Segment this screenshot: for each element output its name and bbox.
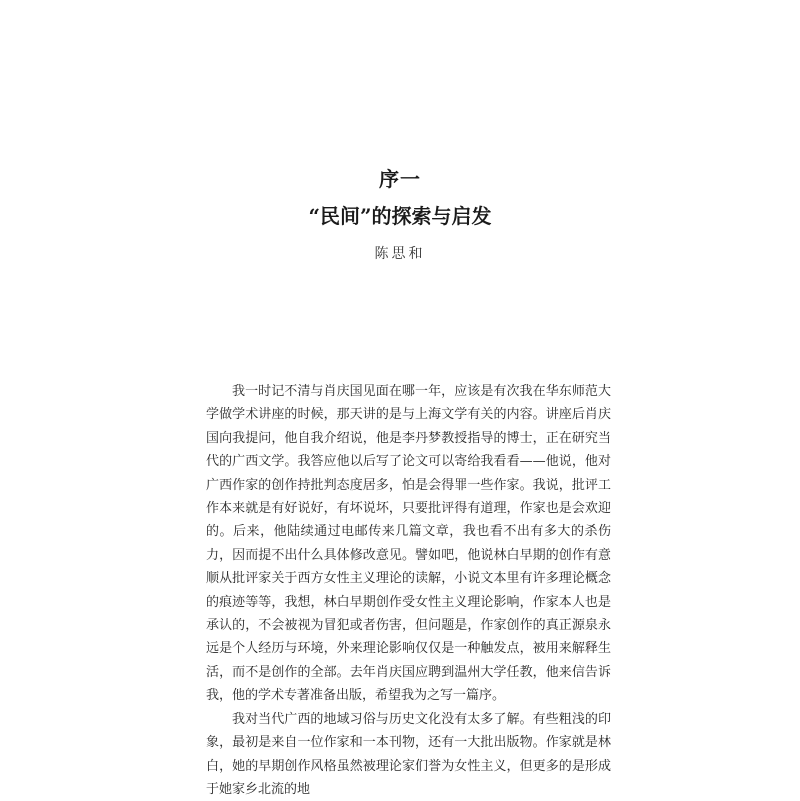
body-text bbox=[206, 380, 611, 801]
paragraph: 我一时记不清与肖庆国见面在哪一年，应该是有次我在华东师范大学做学术讲座的时候，那天讲的是与上海文学有关的内容。讲座后肖庆国向我提问，他自我介绍说，他是李丹梦教授指导的博士，正在研究当代的广西文学。我答应他以后写了论文可以寄给我看看——他说，他对广西作家的创作持批判态度居多，怕是会得罪一些作家。我说，批评工作本来就是有好说好，有坏说坏，只要批评得有道理，作家也是会欢迎的。后来，他陆续通过电邮传来几篇文章，我也看不出有多大的杀伤力，因而提不出什么具体修改意见。譬如吧，他说林白早期的创作有意顺从批评家关于西方女性主义理论的读解，小说文本里有许多理论概念的痕迹等等，我想，林白早期创作受女性主义理论影响，作家本人也是承认的，不会被视为冒犯或者伤害，但问题是，作家创作的真正源泉永远是个人经历与环境，外来理论影响仅仅是一种触发点，被用来解释生活，而不是创作的全部。去年肖庆国应聘到温州大学任教，他来信告诉我，他的学术专著准备出版，希望我为之写一篇序。 bbox=[206, 384, 611, 704]
paragraph: 我对当代广西的地域习俗与历史文化没有太多了解。有些粗浅的印象，最初是来自一位作家和一本刊物，还有一大批出版物。作家就是林白，她的早期创作风格虽然被理论家们誉为女性主义，但更多的是形成于她家乡北流的地 bbox=[206, 711, 611, 797]
author-name: 陈思和 bbox=[374, 246, 426, 262]
preface-label: 序一 bbox=[379, 167, 421, 191]
preface-title: “民间”的探索与启发 bbox=[308, 204, 492, 228]
